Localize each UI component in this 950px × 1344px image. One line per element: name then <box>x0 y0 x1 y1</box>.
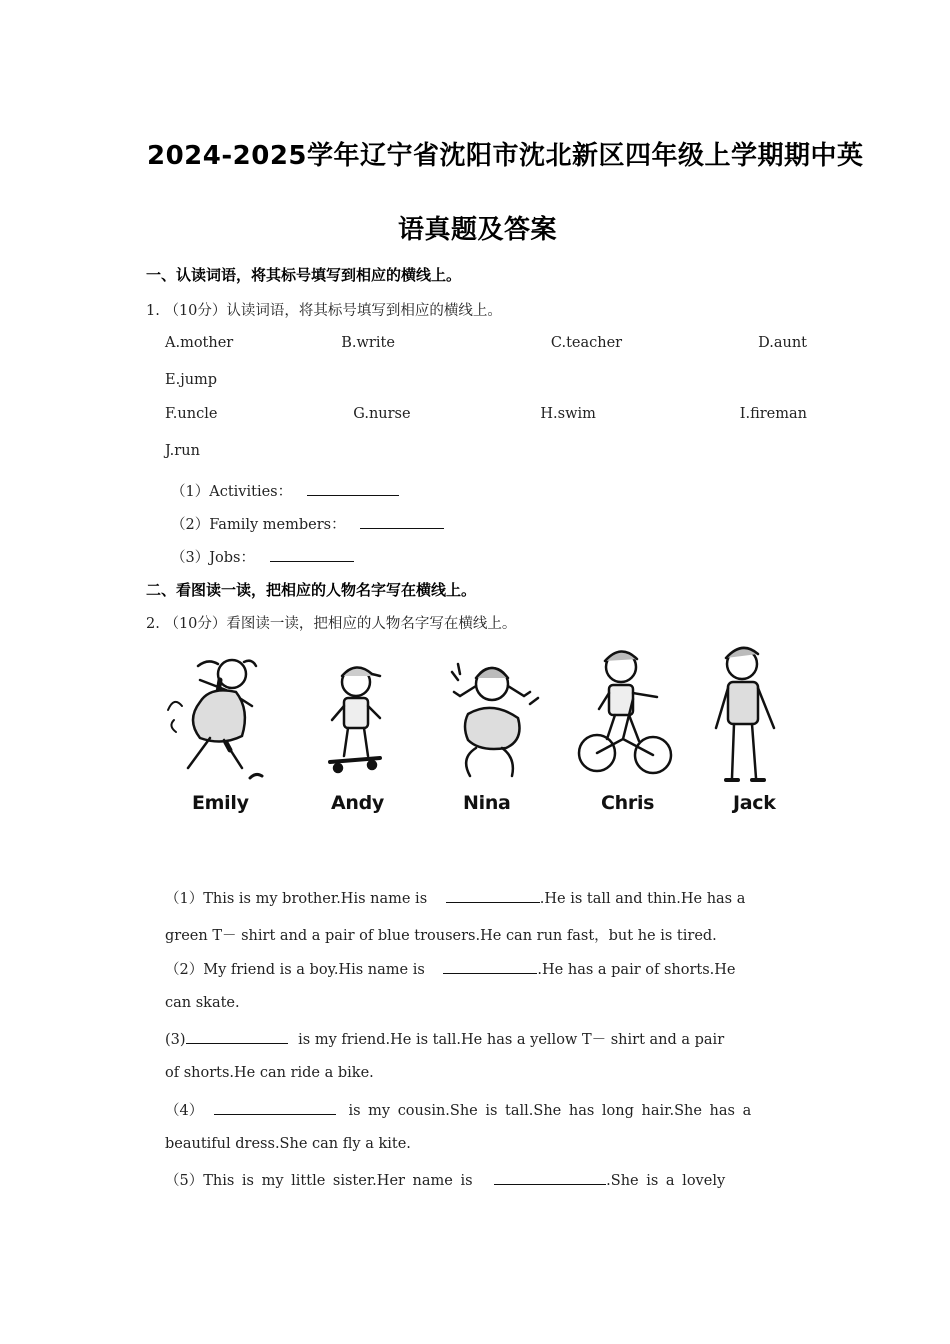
name-nina: Nina <box>463 792 511 814</box>
name-chris: Chris <box>601 792 655 814</box>
question2-text: 2. （10分）看图读一读，把相应的人物名字写在横线上。 <box>146 616 517 632</box>
word-row-1 <box>165 335 807 351</box>
sentence5-part-b: .She is a lovely <box>606 1173 726 1189</box>
sentence3-part-b: is my friend.He is tall.He has a yellow T－ shirt and a pair <box>298 1032 725 1048</box>
question1-text: 1. （10分）认读词语，将其标号填写到相应的横线上。 <box>146 303 502 319</box>
word-h: H.swim <box>540 406 596 422</box>
sentence4-line1 <box>165 1099 751 1120</box>
answer-blank-5[interactable] <box>494 1170 606 1185</box>
andy-illustration <box>320 660 390 780</box>
document-title-line2: 语真题及答案 <box>398 215 558 245</box>
sentence3-line1 <box>165 1028 724 1049</box>
sentence5-part-a: （5）This is my little sister.Her name is <box>165 1173 473 1189</box>
answer-blank-jobs[interactable] <box>270 547 354 562</box>
sentence4-part-b: is my cousin.She is tall.She has long hair.She has a <box>348 1103 752 1119</box>
sentence4-line2: beautiful dress.She can fly a kite. <box>165 1136 411 1152</box>
name-emily: Emily <box>192 792 249 814</box>
sentence3-part-a: (3) <box>165 1032 186 1048</box>
section1-heading: 一、认读词语，将其标号填写到相应的横线上。 <box>146 266 462 284</box>
section2-heading: 二、看图读一读，把相应的人物名字写在横线上。 <box>146 581 477 599</box>
word-d: D.aunt <box>758 335 807 351</box>
chris-illustration <box>575 645 675 785</box>
jack-illustration <box>700 642 790 787</box>
item-jobs-label: （3）Jobs： <box>171 550 255 566</box>
word-j: J.run <box>165 443 200 459</box>
answer-blank-family[interactable] <box>360 514 444 529</box>
name-andy: Andy <box>331 792 385 814</box>
item-family-label: （2）Family members： <box>171 517 346 533</box>
word-row-2 <box>165 406 807 422</box>
word-b: B.write <box>341 335 395 351</box>
sentence2-part-a: （2）My friend is a boy.His name is <box>165 962 425 978</box>
sentence3-line2: of shorts.He can ride a bike. <box>165 1065 374 1081</box>
answer-blank-4[interactable] <box>214 1100 336 1115</box>
emily-illustration <box>160 650 270 790</box>
sentence1-part-b: .He is tall and thin.He has a <box>539 891 746 907</box>
item-jobs <box>171 546 354 567</box>
sentence2-line2: can skate. <box>165 995 240 1011</box>
sentence4-part-a: （4） <box>165 1103 204 1119</box>
sentence5-line1 <box>165 1169 725 1190</box>
answer-blank-1[interactable] <box>446 888 540 903</box>
sentence1-line2: green T－ shirt and a pair of blue trousers.He can run fast，but he is tired. <box>165 928 717 944</box>
answer-blank-3[interactable] <box>186 1029 288 1044</box>
sentence2-part-b: .He has a pair of shorts.He <box>537 962 736 978</box>
word-c: C.teacher <box>550 335 623 351</box>
sentence1-part-a: （1）This is my brother.His name is <box>165 891 428 907</box>
document-title-line1: 2024-2025学年辽宁省沈阳市沈北新区四年级上学期期中英 <box>147 141 864 171</box>
word-f: F.uncle <box>165 406 218 422</box>
word-e: E.jump <box>165 372 218 388</box>
nina-illustration <box>440 660 550 785</box>
answer-blank-activities[interactable] <box>307 481 399 496</box>
word-a: A.mother <box>165 335 234 351</box>
word-g: G.nurse <box>353 406 411 422</box>
sentence2-line1 <box>165 958 736 979</box>
name-jack: Jack <box>733 792 776 814</box>
answer-blank-2[interactable] <box>443 959 537 974</box>
item-family <box>171 513 444 534</box>
item-activities-label: （1）Activities： <box>171 484 293 500</box>
word-i: I.fireman <box>739 406 807 422</box>
sentence1-line1 <box>165 887 745 908</box>
item-activities <box>171 480 399 501</box>
